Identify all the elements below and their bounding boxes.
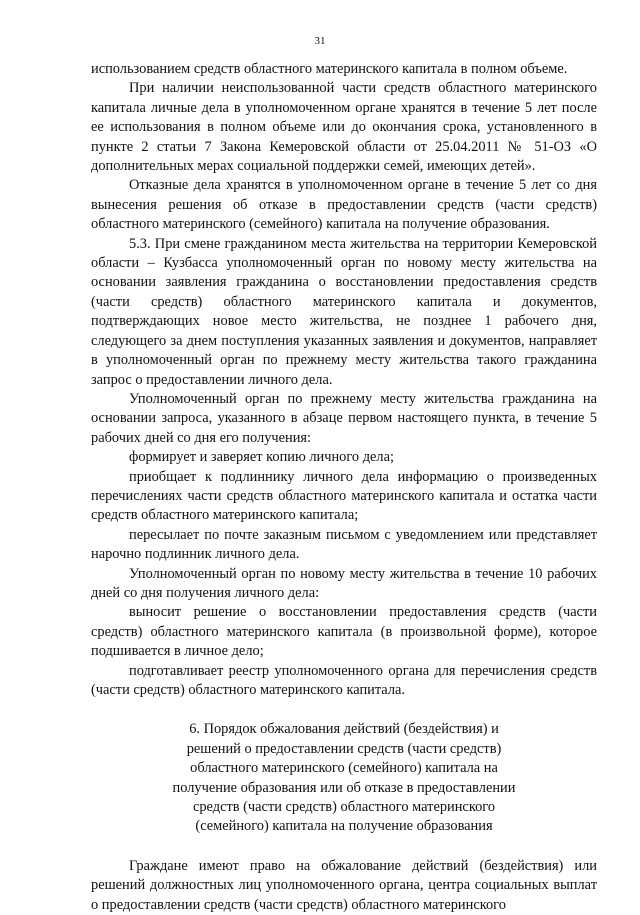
page-number: 31 bbox=[314, 35, 326, 47]
document-body bbox=[91, 60, 597, 915]
section-heading bbox=[91, 720, 597, 836]
paragraph: использованием средств областного материнского капитала в полном объеме. bbox=[91, 61, 568, 77]
paragraph: Отказные дела хранятся в уполномоченном органе в течение 5 лет со дня вынесения решения об отказе в предоставлении средств (части средств) областного материнского (семейного) капитала на получение образования. bbox=[91, 177, 597, 233]
paragraph: приобщает к подлиннику личного дела информацию о произведенных перечислениях части средств областного материнского капитала и остатка части средств областного материнского капитала; bbox=[91, 468, 597, 524]
section-heading-line: (семейного) капитала на получение образования bbox=[195, 818, 493, 835]
section-heading-line: получение образования или об отказе в предоставлении bbox=[172, 779, 516, 796]
paragraph: Граждане имеют право на обжалование действий (бездействия) или решений должностных лиц уполномоченного органа, центра социальных выплат о предоставлении средств (части средств) областного материнского bbox=[91, 857, 597, 913]
section-heading-line: 6. Порядок обжалования действий (бездействия) и bbox=[189, 721, 499, 738]
section-heading-line: областного материнского (семейного) капитала на bbox=[190, 760, 498, 777]
paragraph: выносит решение о восстановлении предоставления средств (части средств) областного материнского капитала (в произвольной форме), которое подшивается в личное дело; bbox=[91, 604, 597, 660]
paragraph: формирует и заверяет копию личного дела; bbox=[129, 449, 394, 466]
paragraph: При наличии неиспользованной части средств областного материнского капитала личные дела в уполномоченном органе хранятся в течение 5 лет после ее использования в полном объеме или до окончания срока, установленного в пункте 2 статьи 7 Закона Кемеровской области от 25.04.2011 № 51-ОЗ «О дополнительных мерах социальной поддержки семей, имеющих детей». bbox=[91, 80, 597, 175]
section-heading-line: решений о предоставлении средств (части средств) bbox=[186, 740, 502, 757]
paragraph: Уполномоченный орган по новому месту жительства в течение 10 рабочих дней со дня получения личного дела: bbox=[91, 565, 597, 601]
section-heading-line: средств (части средств) областного материнского bbox=[192, 799, 496, 816]
paragraph: подготавливает реестр уполномоченного органа для перечисления средств (части средств) областного материнского капитала. bbox=[91, 662, 597, 698]
paragraph: 5.3. При смене гражданином места жительства на территории Кемеровской области – Кузбасса уполномоченный орган по новому месту жительства на основании заявления гражданина о восстановлении предоставления средств (части средств) областного материнского капитала и документов, подтверждающих новое место жительства, не позднее 1 рабочего дня, следующего за днем поступления указанных заявления и документов, направляет в уполномоченный орган по прежнему месту жительства такого гражданина запрос о предоставлении личного дела. bbox=[91, 235, 597, 388]
paragraph: пересылает по почте заказным письмом с уведомлением или представляет нарочно подлинник личного дела. bbox=[91, 526, 597, 563]
paragraph: Уполномоченный орган по прежнему месту жительства гражданина на основании запроса, указанного в абзаце первом настоящего пункта, в течение 5 рабочих дней со дня его получения: bbox=[91, 390, 597, 446]
